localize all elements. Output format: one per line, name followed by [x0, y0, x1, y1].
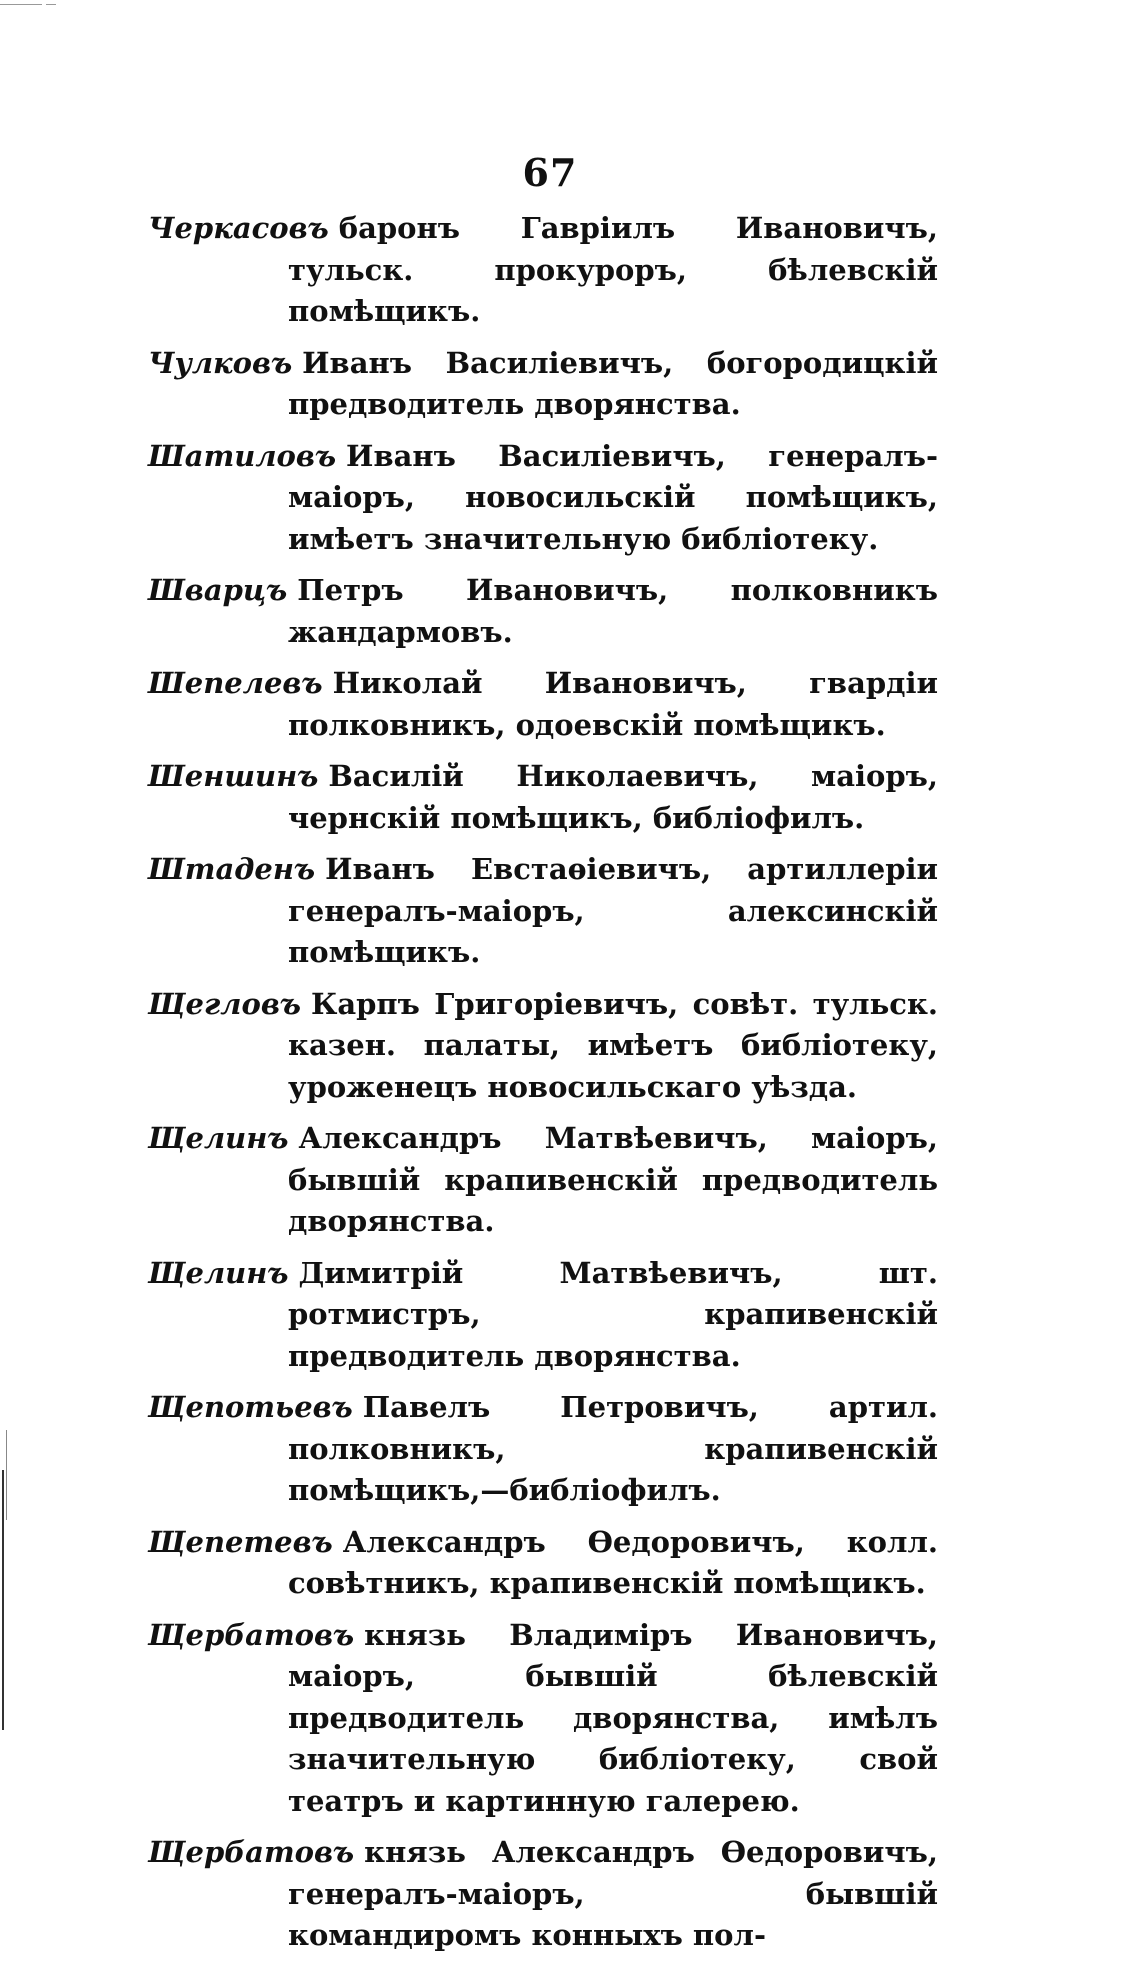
entry-shcherbatov-1	[148, 1615, 938, 1823]
entry-text: Павелъ Петровичъ, артил. полковникъ, крапивенскій помѣщикъ,—библіофилъ.	[288, 1390, 938, 1507]
entry-text: Николай Ивановичъ, гвардіи полковникъ, одоевскій помѣщикъ.	[288, 666, 938, 742]
entry-text: князь Александръ Ѳедоровичъ, генералъ-маіоръ, бывшій командиромъ конныхъ пол-	[288, 1835, 938, 1952]
entry-shvarts	[148, 570, 938, 653]
entry-shcherbatov-2	[148, 1832, 938, 1957]
entry-text: баронъ Гавріилъ Ивановичъ, тульск. прокуроръ, бѣлевскій помѣщикъ.	[288, 211, 938, 328]
entry-text: Иванъ Евстаѳіевичъ, артиллеріи генералъ-маіоръ, алексинскій помѣщикъ.	[288, 852, 938, 969]
entry-surname: Шварцъ	[148, 573, 288, 607]
entry-shchelin-2	[148, 1253, 938, 1378]
entry-text: Александръ Матвѣевичъ, маіоръ, бывшій крапивенскій предводитель дворянства.	[288, 1121, 938, 1238]
entry-surname: Щелинъ	[148, 1255, 289, 1290]
entry-text: Александръ Ѳедоровичъ, колл. совѣтникъ, крапивенскій помѣщикъ.	[288, 1524, 938, 1600]
entry-shchelin-1	[148, 1118, 938, 1243]
entry-surname: Щербатовъ	[148, 1617, 355, 1652]
entry-shcheglov	[148, 984, 938, 1109]
entry-text: Карпъ Григоріевичъ, совѣт. тульск. казен. палаты, имѣетъ библіотеку, уроженецъ новосильскаго уѣзда.	[288, 986, 938, 1104]
entry-surname: Щегловъ	[148, 986, 301, 1021]
entry-text: Иванъ Василіевичъ, генералъ-маіоръ, новосильскій помѣщикъ, имѣетъ значительную библіотеку.	[288, 438, 938, 556]
entry-shtaden	[148, 849, 938, 974]
entry-surname: Щербатовъ	[148, 1835, 355, 1869]
entry-text: князь Владиміръ Ивановичъ, маіоръ, бывшій бѣлевскій предводитель дворянства, имѣлъ значительную библіотеку, свой театръ и картинную галерею.	[288, 1617, 938, 1818]
entry-text: Иванъ Василіевичъ, богородицкій предводитель дворянства.	[288, 345, 938, 421]
top-rule-fragment	[46, 4, 56, 5]
entry-surname: Черкасовъ	[148, 211, 329, 245]
entry-surname: Штаденъ	[148, 852, 316, 886]
left-margin-rule	[2, 1470, 4, 1730]
entry-shatilov	[148, 436, 938, 561]
entry-shchepetev	[148, 1522, 938, 1605]
entry-cherkasov	[148, 208, 938, 333]
page-number: 67	[522, 150, 578, 195]
entry-text: Василій Николаевичъ, маіоръ, чернскій помѣщикъ, библіофилъ.	[288, 759, 938, 835]
entry-shchepotev	[148, 1387, 938, 1512]
left-margin-rule-thin	[6, 1430, 7, 1520]
entry-surname: Щепетевъ	[148, 1524, 333, 1559]
entry-surname: Щелинъ	[148, 1121, 289, 1155]
entry-text: Петръ Ивановичъ, полковникъ жандармовъ.	[288, 573, 938, 649]
entry-surname: Шатиловъ	[148, 438, 337, 473]
entry-surname: Шепелевъ	[148, 666, 323, 700]
entry-text: Димитрій Матвѣевичъ, шт. ротмистръ, крапивенскій предводитель дворянства.	[288, 1255, 938, 1373]
entry-chulkov	[148, 343, 938, 426]
entry-surname: Шеншинъ	[148, 759, 319, 793]
entry-surname: Чулковъ	[148, 345, 293, 380]
entry-shepelev	[148, 663, 938, 746]
entry-surname: Щепотьевъ	[148, 1390, 353, 1424]
top-rule	[0, 4, 42, 5]
entry-list	[148, 208, 938, 1967]
entry-shenshin	[148, 756, 938, 839]
